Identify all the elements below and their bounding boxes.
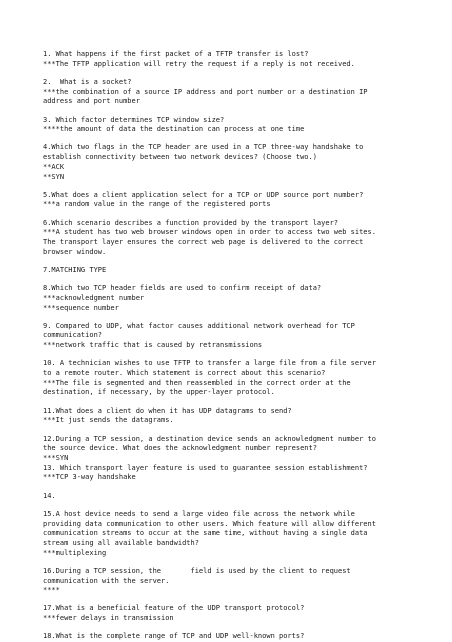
qa-block — [43, 284, 413, 313]
text-line: communication with the server. — [43, 576, 170, 585]
question-line: 16.During a TCP session, the field is used by the client to request — [43, 566, 351, 575]
qa-block — [43, 632, 413, 642]
text-line: ***multiplexing — [43, 548, 107, 557]
qa-block — [43, 78, 413, 107]
question-line: 12.During a TCP session, a destination device sends an acknowledgment number to — [43, 434, 376, 443]
qa-block — [43, 116, 413, 135]
qa-block — [43, 219, 413, 258]
question-line: 3. Which factor determines TCP window size? — [43, 115, 225, 124]
document-body — [43, 50, 413, 642]
question-line: 14. — [43, 491, 56, 500]
text-line: ***a random value in the range of the registered ports — [43, 200, 271, 209]
text-line: communication? — [43, 331, 103, 340]
question-line: 15.A host device needs to send a large video file across the network while — [43, 509, 355, 518]
text-line: ***fewer delays in transmission — [43, 614, 174, 623]
question-line: 7.MATCHING TYPE — [43, 265, 107, 274]
text-line: **** — [43, 586, 60, 595]
text-line: ***the combination of a source IP address and port number or a destination IP — [43, 87, 368, 96]
text-line: **ACK — [43, 162, 65, 171]
text-line: providing data communication to other users. Which feature will allow different — [43, 519, 376, 528]
text-line: ***sequence number — [43, 303, 119, 312]
text-line: The transport layer ensures the correct web page is delivered to the correct — [43, 238, 364, 247]
text-line: ***It just sends the datagrams. — [43, 416, 174, 425]
question-line: 10. A technician wishes to use TFTP to transfer a large file from a file server — [43, 359, 376, 368]
text-line: ***network traffic that is caused by retransmissions — [43, 341, 263, 350]
text-line: stream using all available bandwidth? — [43, 538, 199, 547]
question-line: 1. What happens if the first packet of a TFTP transfer is lost? — [43, 50, 309, 58]
question-line: 5.What does a client application select for a TCP or UDP source port number? — [43, 190, 364, 199]
text-line: ***SYN — [43, 454, 69, 462]
qa-block — [43, 50, 413, 69]
text-line: browser window. — [43, 247, 107, 256]
qa-block — [43, 359, 413, 398]
question-line: 2. What is a socket? — [43, 77, 132, 86]
qa-block — [43, 266, 413, 276]
text-line: ***acknowledgment number — [43, 293, 145, 302]
qa-block — [43, 435, 413, 484]
text-line: establish connectivity between two network devices? (Choose two.) — [43, 153, 317, 162]
qa-block — [43, 322, 413, 351]
qa-block — [43, 567, 413, 596]
qa-block — [43, 191, 413, 210]
qa-block — [43, 143, 413, 182]
qa-block — [43, 510, 413, 559]
qa-block — [43, 492, 413, 502]
text-line: address and port number — [43, 97, 140, 106]
text-line: destination, if necessary, by the upper-layer protocol. — [43, 388, 275, 397]
text-line: **SYN — [43, 172, 65, 181]
text-line: to a remote router. Which statement is correct about this scenario? — [43, 369, 326, 378]
question-line: 6.Which scenario describes a function provided by the transport layer? — [43, 218, 339, 227]
text-line: the source device. What does the acknowledgment number represent? — [43, 444, 317, 453]
text-line: ***The file is segmented and then reassembled in the correct order at the — [43, 378, 351, 387]
question-line: 8.Which two TCP header fields are used to confirm receipt of data? — [43, 284, 322, 293]
text-line: communication streams to occur at the same time, without having a single data — [43, 529, 368, 538]
question-line: 11.What does a client do when it has UDP datagrams to send? — [43, 406, 292, 415]
qa-block — [43, 604, 413, 623]
question-line: 9. Compared to UDP, what factor causes additional network overhead for TCP — [43, 321, 355, 330]
text-line: ***TCP 3-way handshake — [43, 473, 136, 482]
text-line: ***The TFTP application will retry the request if a reply is not received. — [43, 59, 355, 68]
text-line: ****the amount of data the destination can process at one time — [43, 125, 305, 134]
question-line: 18.What is the complete range of TCP and UDP well-known ports? — [43, 632, 305, 641]
question-line: 4.Which two flags in the TCP header are used in a TCP three-way handshake to — [43, 143, 364, 152]
text-line: ***A student has two web browser windows open in order to access two web sites. — [43, 228, 376, 237]
text-line: 13. Which transport layer feature is used to guarantee session establishment? — [43, 463, 368, 472]
qa-block — [43, 407, 413, 426]
question-line: 17.What is a beneficial feature of the UDP transport protocol? — [43, 604, 305, 613]
